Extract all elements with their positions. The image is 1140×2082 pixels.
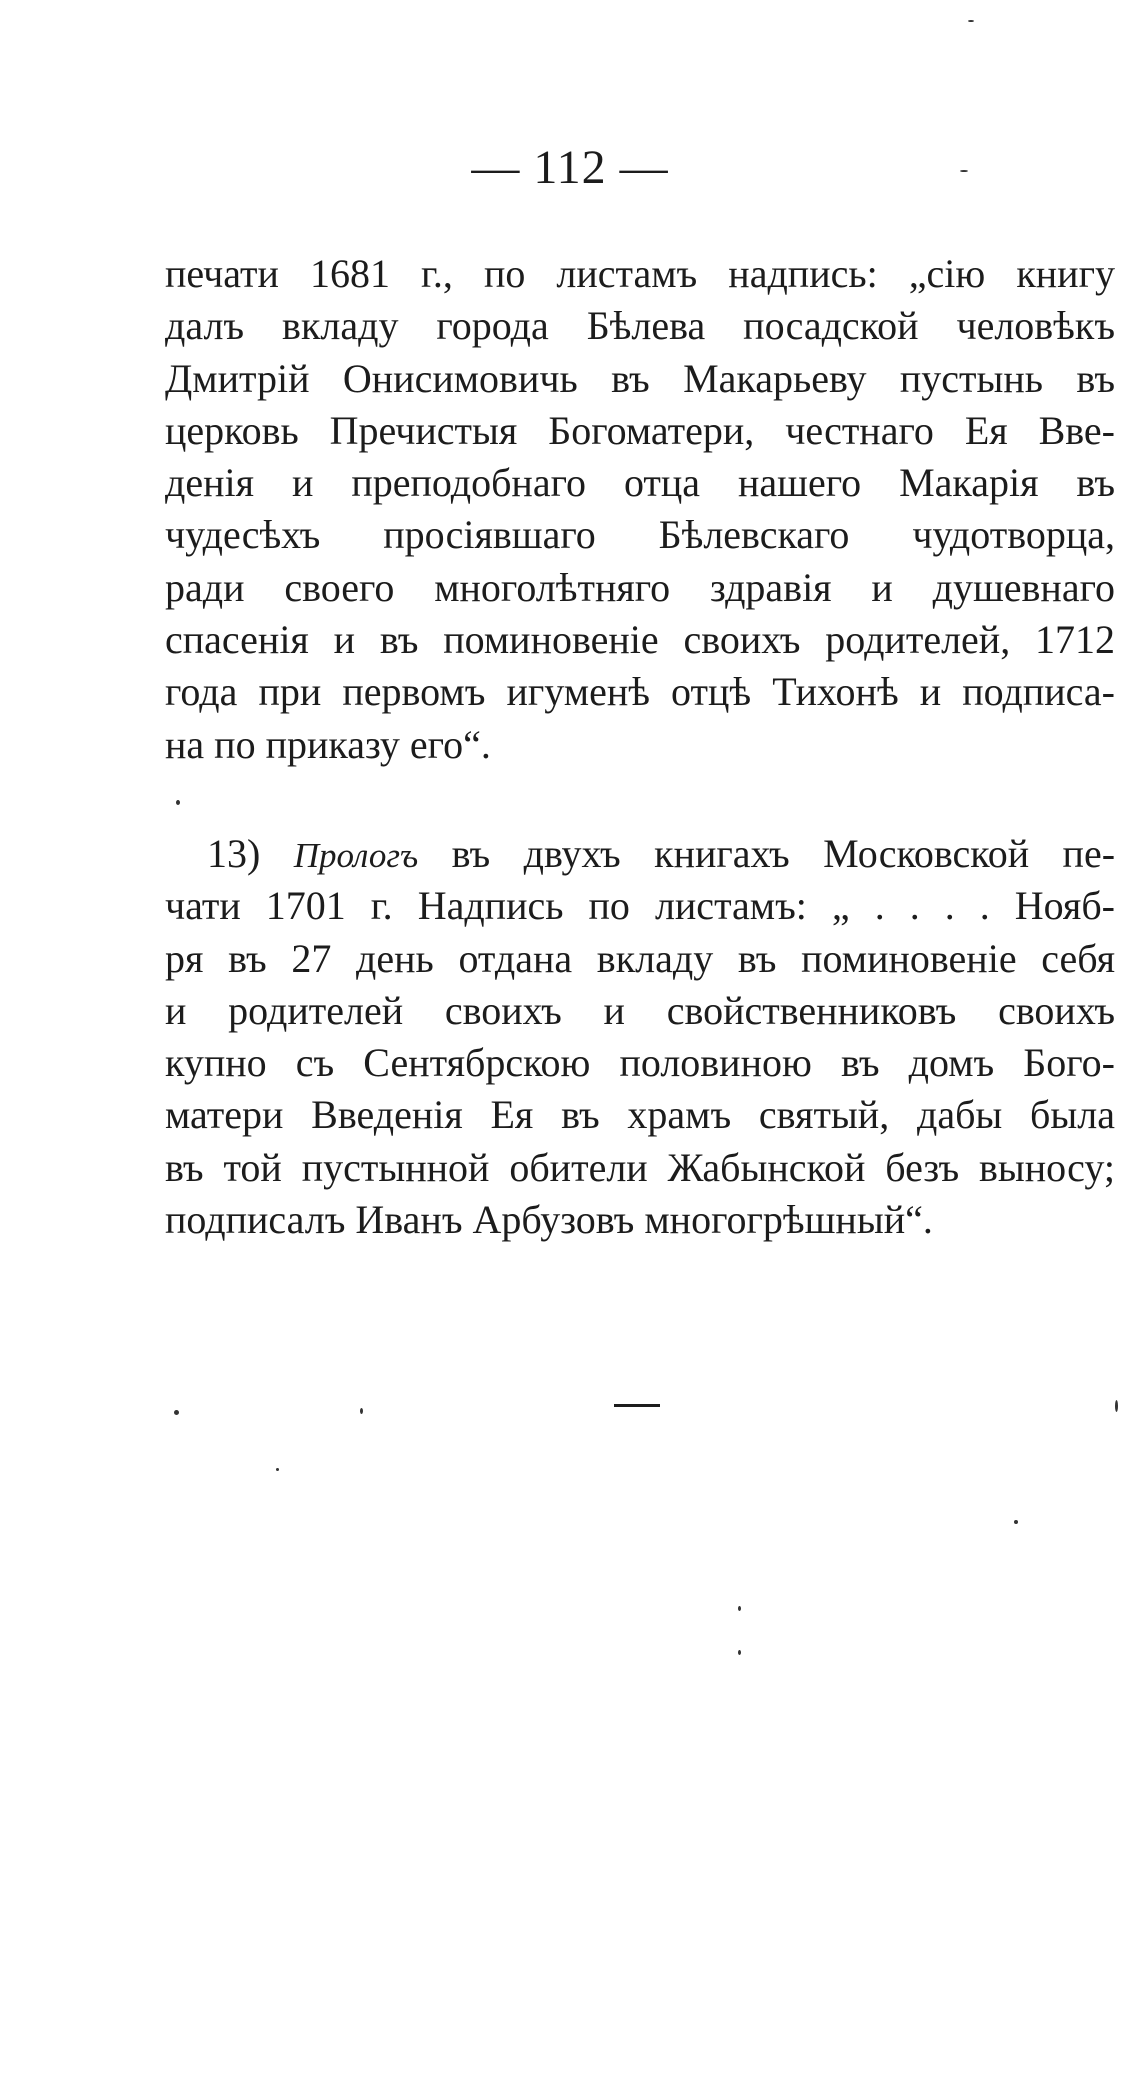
- scan-speck: [1014, 1520, 1018, 1524]
- scan-speck: [276, 1468, 279, 1471]
- paragraph-2: [165, 828, 1115, 1246]
- scan-speck: [174, 1410, 179, 1415]
- item-number: 13): [207, 831, 261, 876]
- text-line: денія и преподобнаго отца нашего Макарія въ: [165, 460, 1115, 506]
- text-line: матери Введенія Ея въ храмъ святый, дабы была: [165, 1092, 1115, 1138]
- text-line: печати 1681 г., по листамъ надпись: „сію книгу: [165, 251, 1115, 296]
- scan-speck: [960, 170, 968, 172]
- text-line: въ той пустынной обители Жабынской безъ выносу;: [165, 1144, 1115, 1190]
- paragraph-1: [165, 248, 1115, 771]
- text-line: купно съ Сентябрскою половиною въ домъ Бого-: [165, 1040, 1115, 1086]
- scan-speck: [738, 1606, 741, 1611]
- page-number: — 112 —: [471, 141, 669, 194]
- text-line: далъ вкладу города Бѣлева посадской человѣкъ: [165, 303, 1115, 349]
- scan-speck: [738, 1650, 741, 1655]
- text-line: чудесѣхъ просіявшаго Бѣлевскаго чудотворца,: [165, 512, 1115, 558]
- text-line: на по приказу его“.: [165, 721, 491, 767]
- text-line: чати 1701 г. Надпись по листамъ: „ . . . . Нояб-: [165, 883, 1115, 929]
- text-line: и родителей своихъ и свойственниковъ своихъ: [165, 987, 1115, 1033]
- paragraph-first-line: [165, 828, 1115, 880]
- text-fragment: въ двухъ книгахъ Московской пе-: [451, 831, 1116, 876]
- text-line: Дмитрій Онисимовичь въ Макарьеву пустынь въ: [165, 355, 1115, 401]
- book-title: Прологъ: [293, 836, 419, 875]
- text-line: ради своего многолѣтняго здравія и душевнаго: [165, 564, 1115, 610]
- text-line: подписалъ Иванъ Арбузовъ многогрѣшный“.: [165, 1197, 933, 1243]
- text-line: спасенія и въ поминовеніе своихъ родителей, 1712: [165, 617, 1115, 663]
- scan-speck: [360, 1408, 363, 1414]
- scan-speck: [968, 20, 974, 22]
- scan-speck: [176, 800, 180, 805]
- scan-speck: [1115, 1400, 1118, 1412]
- text-line: года при первомъ игуменѣ отцѣ Тихонѣ и подписа-: [165, 669, 1115, 715]
- text-line: ря въ 27 день отдана вкладу въ поминовеніе себя: [165, 935, 1115, 981]
- text-line: церковь Пречистыя Богоматери, честнаго Ея Вве-: [165, 407, 1115, 453]
- section-end-rule: [614, 1404, 660, 1407]
